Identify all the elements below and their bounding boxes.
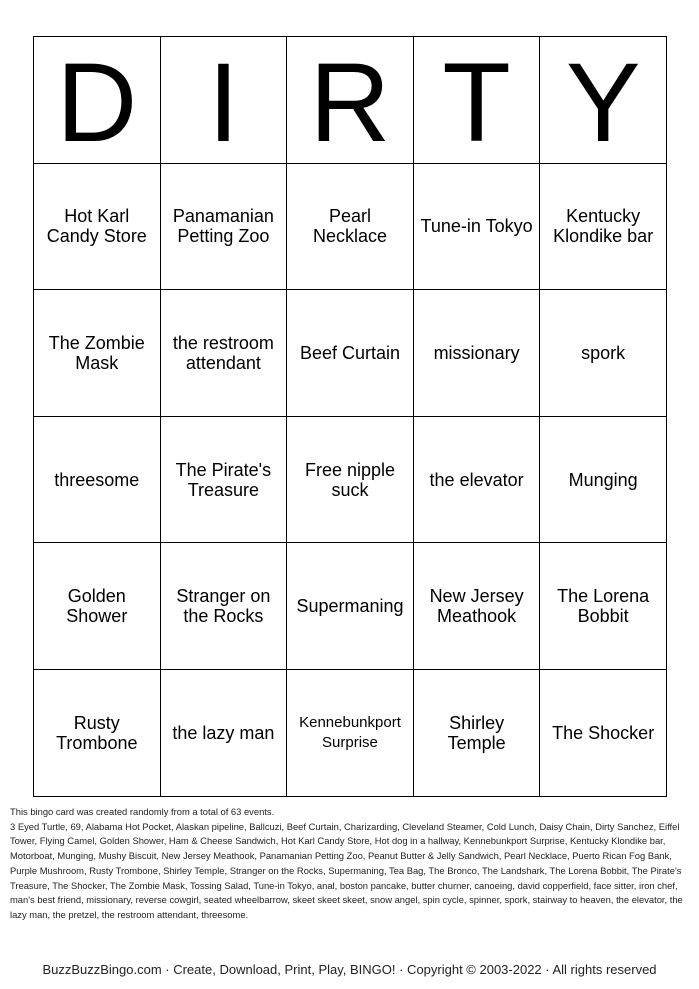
bingo-cell: Kennebunkport Surprise [287,669,414,796]
bingo-cell: Shirley Temple [413,669,540,796]
card-row [34,290,667,417]
bingo-cell: the elevator [413,416,540,543]
card-row [34,163,667,290]
header-letter: Y [540,37,667,164]
header-letter: R [287,37,414,164]
bingo-cell: The Pirate's Treasure [160,416,287,543]
header-letter: T [413,37,540,164]
bingo-cell: Hot Karl Candy Store [34,163,161,290]
card-row [34,543,667,670]
bingo-cell: spork [540,290,667,417]
bingo-cell: Pearl Necklace [287,163,414,290]
bingo-cell: New Jersey Meathook [413,543,540,670]
header-row [34,37,667,164]
bingo-cell: threesome [34,416,161,543]
bingo-cell: Kentucky Klondike bar [540,163,667,290]
card-row [34,416,667,543]
bingo-cell: The Shocker [540,669,667,796]
bingo-cell: Supermaning [287,543,414,670]
description-intro: This bingo card was created randomly from a total of 63 events. [10,806,275,817]
card-description [10,805,692,923]
bingo-cell: Rusty Trombone [34,669,161,796]
bingo-cell: The Zombie Mask [34,290,161,417]
bingo-cell: Stranger on the Rocks [160,543,287,670]
footer: BuzzBuzzBingo.com · Create, Download, Print, Play, BINGO! · Copyright © 2003-2022 · All rights reserved [42,962,657,977]
header-letter: I [160,37,287,164]
description-events: 3 Eyed Turtle, 69, Alabama Hot Pocket, Alaskan pipeline, Ballcuzi, Beef Curtain, Charizarding, Cleveland Steamer, Cold Lunch, Daisy Chain, Dirty Sanchez, Eiffel Tower, Flying Camel, Golden Shower, Ham & Cheese Sandwich, Hot Karl Candy Store, Hot dog in a hallway, Kennebunkport Surprise, Kentucky Klondike bar, Motorboat, Munging, Mushy Biscuit, New Jersey Meathook, Panamanian Petting Zoo, Peanut Butter & Jelly Sandwich, Pearl Necklace, Puerto Rican Fog Bank, Purple Mushroom, Rusty Trombone, Shirley Temple, Stranger on the Rocks, Supermaning, Tea Bag, The Bronco, The Landshark, The Lorena Bobbit, The Pirate's Treasure, The Shocker, The Zombie Mask, Tossing Salad, Tune-in Tokyo, anal, boston pancake, butter churner, canoeing, david copperfield, face sitter, iron chef, man's best friend, missionary, reverse cowgirl, seated wheelbarrow, skeet skeet skeet, snow angel, spin cycle, spinner, spork, stairway to heaven, the elevator, the lazy man, the pretzel, the restroom attendant, threesome. [10,820,683,920]
bingo-cell: the restroom attendant [160,290,287,417]
bingo-cell: Golden Shower [34,543,161,670]
bingo-cell: the lazy man [160,669,287,796]
bingo-card [33,36,667,797]
bingo-cell: Free nipple suck [287,416,414,543]
bingo-cell: The Lorena Bobbit [540,543,667,670]
bingo-cell: Munging [540,416,667,543]
bingo-cell: Panamanian Petting Zoo [160,163,287,290]
bingo-cell: Beef Curtain [287,290,414,417]
header-letter: D [34,37,161,164]
card-row [34,669,667,796]
bingo-cell: Tune-in Tokyo [413,163,540,290]
bingo-cell: missionary [413,290,540,417]
